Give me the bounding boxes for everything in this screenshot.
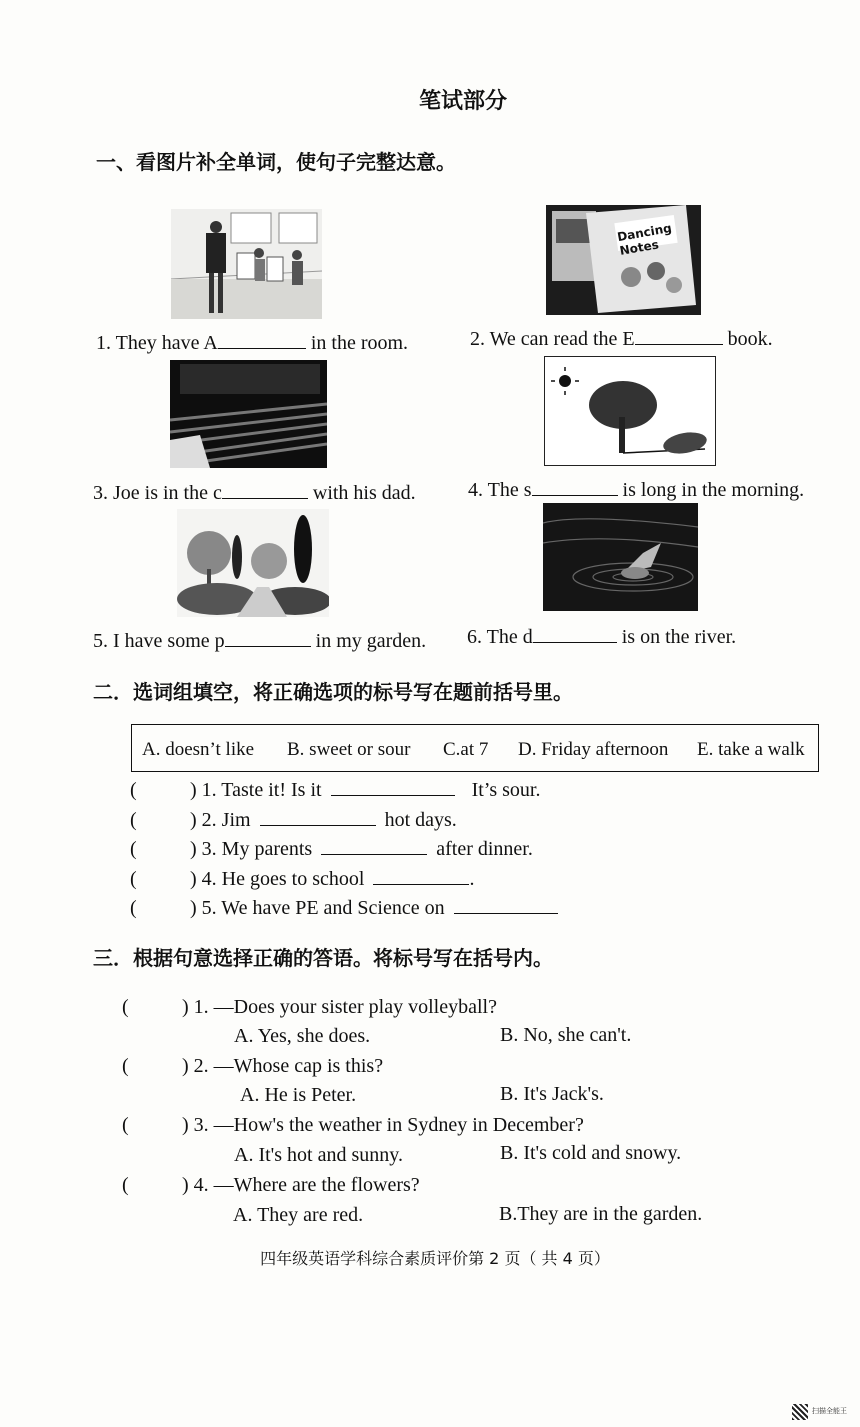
s3-q1-option-a[interactable]: A. Yes, she does.: [234, 1025, 371, 1047]
s2-q3-end: after dinner.: [436, 838, 533, 860]
s2-q2-text: 2. Jim: [201, 809, 251, 831]
s2-q3-blank[interactable]: [321, 836, 427, 855]
paren-close: ): [190, 838, 197, 860]
paren-open: (: [130, 897, 137, 919]
duck-river-image: [543, 503, 698, 611]
page-title: 笔试部分: [418, 89, 507, 114]
option-a: A. doesn’t like: [142, 739, 255, 760]
fill-item-4-end: is long in the morning.: [622, 479, 805, 501]
answer-paren[interactable]: [122, 1174, 182, 1197]
answer-paren[interactable]: [130, 838, 190, 861]
fill-item-6-blank[interactable]: [533, 624, 617, 643]
paren-open: (: [130, 809, 137, 831]
fill-item-2-end: book.: [727, 328, 773, 350]
s2-q4-blank[interactable]: [373, 866, 469, 885]
s2-q5-blank[interactable]: [454, 895, 558, 914]
option-d: D. Friday afternoon: [518, 739, 669, 760]
scanner-watermark: 扫描全能王: [812, 1407, 847, 1415]
s3-q1-option-b[interactable]: B. No, she can't.: [500, 1024, 632, 1046]
fill-item-4: [468, 477, 804, 502]
answer-paren[interactable]: [130, 897, 190, 920]
s3-q1-text: 1. —Does your sister play volleyball?: [193, 996, 497, 1018]
paren-close: ): [182, 996, 189, 1018]
s3-q2-option-b[interactable]: B. It's Jack's.: [500, 1083, 604, 1105]
art-class-image: [171, 209, 322, 319]
tree-shadow-image: [544, 356, 716, 466]
s3-q4-text: 4. —Where are the flowers?: [193, 1174, 420, 1196]
fill-item-5: [93, 628, 426, 653]
s2-question-4: [130, 866, 474, 891]
answer-paren[interactable]: [130, 809, 190, 832]
section-3-heading: 三．根据句意选择正确的答语。将标号写在括号内。: [93, 946, 553, 970]
garden-image: [177, 509, 329, 617]
s2-q1-end: It’s sour.: [471, 779, 541, 801]
paren-open: (: [122, 1055, 129, 1077]
s2-q2-blank[interactable]: [260, 807, 376, 826]
fill-item-4-blank[interactable]: [532, 477, 618, 496]
answer-paren[interactable]: [130, 868, 190, 891]
paren-open: (: [122, 1174, 129, 1196]
paren-close: ): [190, 809, 197, 831]
answer-paren[interactable]: [122, 996, 182, 1019]
fill-item-5-blank[interactable]: [225, 628, 311, 647]
fill-item-3-end: with his dad.: [312, 482, 416, 504]
paren-open: (: [130, 868, 137, 890]
s3-q4-option-a[interactable]: A. They are red.: [233, 1204, 364, 1226]
s2-q4-text: 4. He goes to school: [201, 868, 365, 890]
fill-item-5-end: in my garden.: [315, 630, 427, 652]
fill-item-1-blank[interactable]: [218, 330, 306, 349]
paren-open: (: [130, 779, 137, 801]
s3-question-2: [122, 1055, 383, 1078]
paren-close: ): [190, 779, 197, 801]
s3-question-1: [122, 996, 497, 1019]
qr-code-icon: [792, 1404, 808, 1420]
answer-paren[interactable]: [130, 779, 190, 802]
paren-close: ): [182, 1114, 189, 1136]
s3-q3-option-a[interactable]: A. It's hot and sunny.: [234, 1144, 403, 1166]
paren-close: ): [182, 1174, 189, 1196]
s3-q4-option-b[interactable]: B.They are in the garden.: [499, 1203, 703, 1225]
fill-item-1-end: in the room.: [310, 332, 409, 354]
fill-item-2-text: 2. We can read the E: [470, 328, 635, 350]
option-b: B. sweet or sour: [287, 739, 411, 760]
answer-paren[interactable]: [122, 1114, 182, 1137]
paren-open: (: [130, 838, 137, 860]
answer-paren[interactable]: [122, 1055, 182, 1078]
fill-item-6-text: 6. The d: [467, 626, 533, 648]
s2-q1-blank[interactable]: [331, 777, 455, 796]
fill-item-3-blank[interactable]: [222, 480, 308, 499]
fill-item-4-text: 4. The s: [468, 479, 532, 501]
word-bank-box: [131, 724, 819, 772]
section-1-heading: 一、看图片补全单词，使句子完整达意。: [96, 150, 456, 174]
option-c: C.at 7: [443, 739, 489, 760]
fill-item-2: [470, 326, 773, 351]
fill-item-5-text: 5. I have some p: [93, 630, 225, 652]
s3-question-3: [122, 1114, 584, 1137]
s2-q2-end: hot days.: [384, 809, 457, 831]
fill-item-6-end: is on the river.: [621, 626, 737, 648]
paren-close: ): [190, 897, 197, 919]
s3-q2-text: 2. —Whose cap is this?: [193, 1055, 384, 1077]
fill-item-1: [96, 330, 408, 355]
book-cover-title: Dancing Notes: [616, 220, 673, 258]
fill-item-3: [93, 480, 416, 505]
s3-q3-text: 3. —How's the weather in Sydney in December?: [193, 1114, 584, 1136]
paren-close: ): [182, 1055, 189, 1077]
s3-question-4: [122, 1174, 420, 1197]
page-footer: 四年级英语学科综合素质评价第 2 页（ 共 4 页）: [260, 1249, 610, 1268]
english-book-image: [546, 205, 701, 315]
fill-item-1-text: 1. They have A: [96, 332, 218, 354]
cinema-image: [170, 360, 327, 468]
s2-question-5: [130, 895, 558, 920]
fill-item-3-text: 3. Joe is in the c: [93, 482, 222, 504]
s2-q5-text: 5. We have PE and Science on: [201, 897, 445, 919]
section-2-heading: 二．选词组填空，将正确选项的标号写在题前括号里。: [93, 680, 573, 704]
s3-q2-option-a[interactable]: A. He is Peter.: [240, 1084, 357, 1106]
s2-question-2: [130, 807, 457, 832]
fill-item-2-blank[interactable]: [635, 326, 723, 345]
paren-close: ): [190, 868, 197, 890]
s2-q1-text: 1. Taste it! Is it: [201, 779, 322, 801]
s2-q3-text: 3. My parents: [201, 838, 313, 860]
s2-question-1: [130, 777, 540, 802]
paren-open: (: [122, 996, 129, 1018]
option-e: E. take a walk: [697, 739, 805, 760]
s2-q4-end: .: [469, 868, 475, 890]
s3-q3-option-b[interactable]: B. It's cold and snowy.: [500, 1142, 682, 1164]
paren-open: (: [122, 1114, 129, 1136]
fill-item-6: [467, 624, 736, 649]
s2-question-3: [130, 836, 533, 861]
